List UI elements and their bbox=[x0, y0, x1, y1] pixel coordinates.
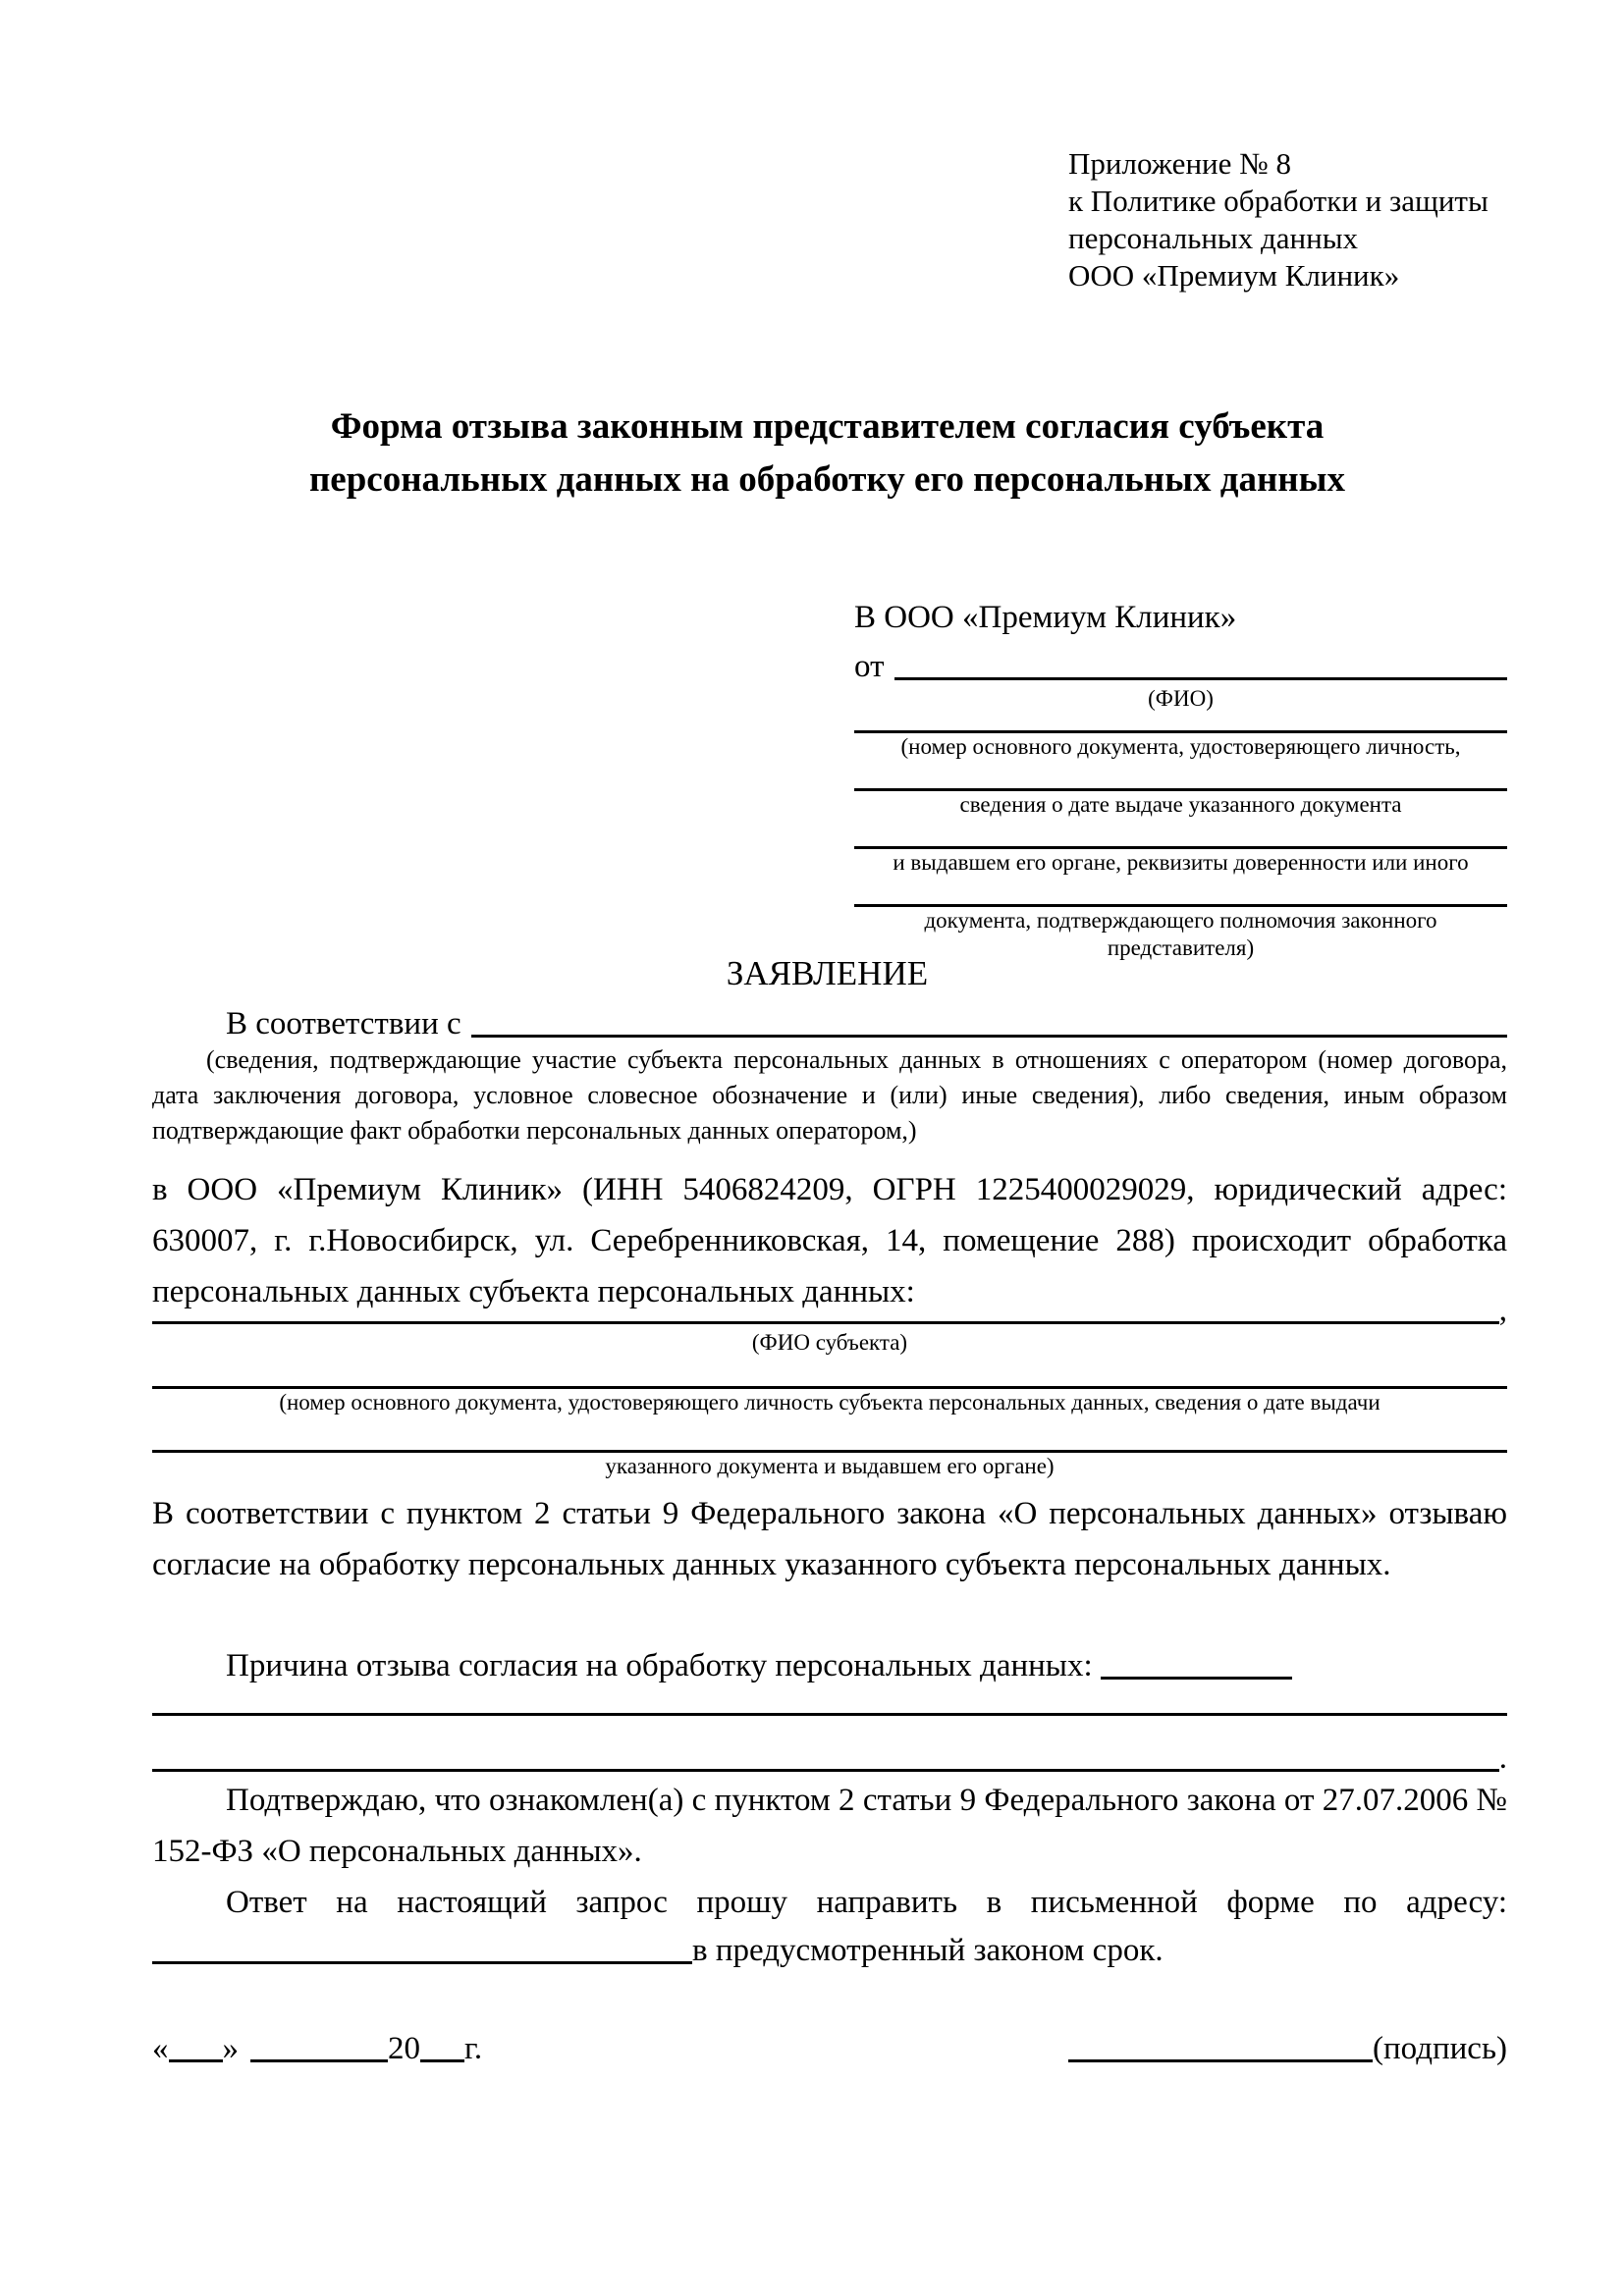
document-title bbox=[152, 400, 1502, 507]
title-line-2: персональных данных на обработку его персональных данных bbox=[308, 459, 1345, 500]
operator-paragraph: в ООО «Премиум Клиник» (ИНН 5406824209, ОГРН 1225400029029, юридический адрес: 630007, г. г.Новосибирск, ул. Серебренниковская, 14, помещение 288) происходит обработка персональных данных субъекта персональных данных: bbox=[152, 1172, 1507, 1309]
date-year-line bbox=[420, 2059, 464, 2062]
subject-doc-caption-2: указанного документа и выдавшем его органе) bbox=[605, 1454, 1055, 1478]
addressee-block bbox=[854, 599, 1507, 962]
title-line-1: Форма отзыва законным представителем согласия субъекта bbox=[330, 406, 1325, 447]
subject-fio-field bbox=[152, 1293, 1507, 1329]
accordance-fill-line bbox=[471, 1035, 1507, 1038]
signature-field bbox=[1068, 2031, 1507, 2067]
signature-row bbox=[152, 2020, 1507, 2067]
accordance-field bbox=[152, 999, 1507, 1042]
representative-doc-field-3 bbox=[854, 846, 1507, 877]
date-day-line bbox=[169, 2059, 223, 2062]
field-caption-2: сведения о дате выдаче указанного документа bbox=[959, 792, 1402, 817]
reply-address-line bbox=[152, 1961, 692, 1964]
subject-fio-line bbox=[152, 1321, 1499, 1324]
appendix-line-3: персональных данных bbox=[1068, 221, 1359, 255]
appendix-block bbox=[1068, 145, 1520, 294]
subject-fio-caption: (ФИО субъекта) bbox=[751, 1330, 908, 1355]
appendix-line-2: к Политике обработки и защиты bbox=[1068, 184, 1489, 218]
reason-blank-line-2-row bbox=[152, 1734, 1507, 1777]
appendix-line-4: ООО «Премиум Клиник» bbox=[1068, 258, 1400, 293]
reason-field bbox=[152, 1641, 1507, 1684]
signature-caption: (подпись) bbox=[1373, 2031, 1507, 2066]
reason-blank-line-2 bbox=[152, 1769, 1499, 1772]
subject-doc-caption-1: (номер основного документа, удостоверяющего личность субъекта персональных данных, сведения о дате выдачи bbox=[279, 1390, 1380, 1415]
date-month-line bbox=[250, 2059, 388, 2062]
date-year-prefix: 20 bbox=[388, 2031, 420, 2066]
field-caption-1: (номер основного документа, удостоверяющего личность, bbox=[900, 734, 1461, 759]
from-field bbox=[854, 642, 1507, 685]
subject-fio-line-comma: , bbox=[1498, 1293, 1507, 1328]
signature-line bbox=[1068, 2059, 1373, 2062]
field-caption-4: документа, подтверждающего полномочия законного представителя) bbox=[924, 908, 1437, 960]
addressee-org: В ООО «Премиум Клиник» bbox=[854, 600, 1237, 635]
from-label: от bbox=[854, 649, 885, 684]
reply-address-field bbox=[152, 1926, 1507, 1969]
date-year-suffix: г. bbox=[464, 2031, 483, 2066]
date-field bbox=[152, 2031, 482, 2067]
confirmation-paragraph: Подтверждаю, что ознакомлен(а) с пунктом 2 статьи 9 Федерального закона от 27.07.2006 № 152-ФЗ «О персональных данных». bbox=[152, 1783, 1507, 1869]
date-open-quote: « bbox=[152, 2031, 169, 2066]
reply-paragraph: Ответ на настоящий запрос прошу направить в письменной форме по адресу: bbox=[226, 1885, 1507, 1920]
fio-caption: (ФИО) bbox=[1148, 686, 1214, 711]
small-print-note: (сведения, подтверждающие участие субъекта персональных данных в отношениях с оператором (номер договора, дата заключения договора, условное словесное обозначение и (или) иные сведения), либо сведения, иным образом подтверждающие факт обработки персональных данных оператором,) bbox=[152, 1045, 1507, 1145]
from-fill-line bbox=[894, 677, 1508, 680]
reply-tail: в предусмотренный законом срок. bbox=[692, 1933, 1164, 1968]
representative-doc-field-1 bbox=[854, 730, 1507, 761]
reason-label: Причина отзыва согласия на обработку персональных данных: bbox=[226, 1648, 1093, 1683]
representative-doc-field-2 bbox=[854, 788, 1507, 819]
accordance-label: В соответствии с bbox=[226, 1006, 461, 1041]
statement-heading: ЗАЯВЛЕНИЕ bbox=[726, 954, 929, 992]
field-caption-3: и выдавшем его органе, реквизиты доверенности или иного bbox=[893, 850, 1469, 875]
date-close-quote: » bbox=[222, 2031, 239, 2066]
subject-fields bbox=[152, 1293, 1507, 1480]
reason-fill-line bbox=[1101, 1677, 1292, 1680]
reason-blank-line-1 bbox=[152, 1713, 1507, 1716]
appendix-line-1: Приложение № 8 bbox=[1068, 146, 1291, 181]
withdrawal-paragraph: В соответствии с пунктом 2 статьи 9 Федерального закона «О персональных данных» отзываю согласие на обработку персональных данных указанного субъекта персональных данных. bbox=[152, 1496, 1507, 1582]
reason-line-period: . bbox=[1498, 1740, 1507, 1776]
